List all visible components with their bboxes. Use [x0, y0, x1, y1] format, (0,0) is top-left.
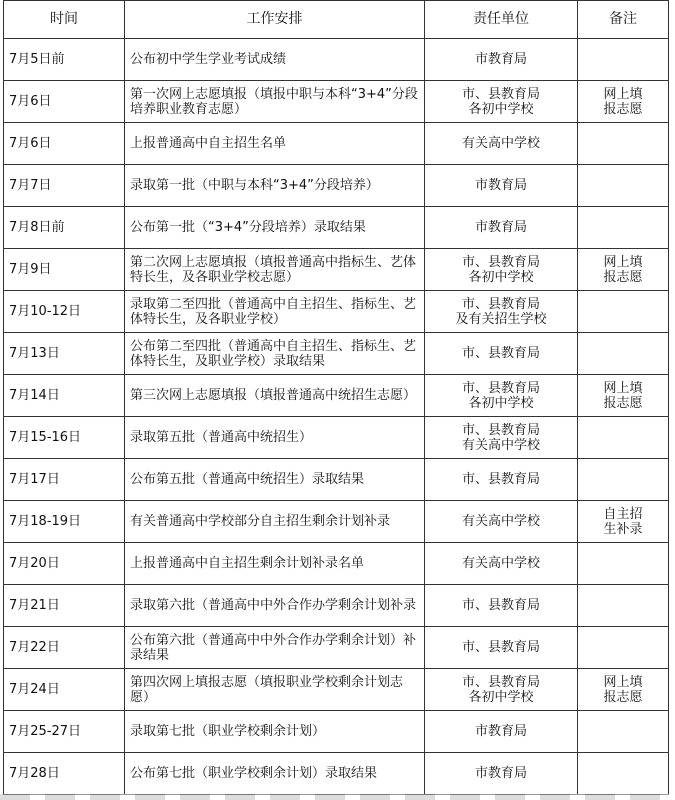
- cell-note: 网上填 报志愿: [578, 249, 669, 291]
- table-row: [4, 711, 669, 753]
- table-row: [4, 627, 669, 669]
- cell-note: [578, 207, 669, 249]
- table-row: [4, 417, 669, 459]
- table-row: [4, 207, 669, 249]
- table-row: [4, 291, 669, 333]
- cell-note: [578, 543, 669, 585]
- cell-unit: 市教育局: [425, 207, 578, 249]
- cell-task: 第二次网上志愿填报（填报普通高中指标生、艺体特长生，及各职业学校志愿）: [125, 249, 425, 291]
- cell-unit: 市、县教育局: [425, 333, 578, 375]
- cell-note: [578, 417, 669, 459]
- table-row: [4, 165, 669, 207]
- cell-time: 7月8日前: [4, 207, 125, 249]
- cell-task: 公布初中学生学业考试成绩: [125, 39, 425, 81]
- header-unit: 责任单位: [425, 1, 578, 39]
- cell-unit: 市、县教育局 及有关招生学校: [425, 291, 578, 333]
- cell-task: 公布第六批（普通高中中外合作办学剩余计划）补录结果: [125, 627, 425, 669]
- cell-note: [578, 333, 669, 375]
- cell-time: 7月18-19日: [4, 501, 125, 543]
- cell-note: [578, 753, 669, 795]
- table-row: [4, 39, 669, 81]
- cell-unit: 市教育局: [425, 753, 578, 795]
- table-row: [4, 123, 669, 165]
- cell-unit: 市、县教育局 有关高中学校: [425, 417, 578, 459]
- header-task: 工作安排: [125, 1, 425, 39]
- cut-off-footer-line: [0, 794, 675, 800]
- cell-time: 7月9日: [4, 249, 125, 291]
- cell-time: 7月10-12日: [4, 291, 125, 333]
- table-row: [4, 249, 669, 291]
- cell-unit: 市、县教育局 各初中学校: [425, 81, 578, 123]
- header-row: [4, 1, 669, 39]
- cell-time: 7月6日: [4, 123, 125, 165]
- cell-task: 公布第五批（普通高中统招生）录取结果: [125, 459, 425, 501]
- table-row: [4, 753, 669, 795]
- cell-task: 第一次网上志愿填报（填报中职与本科“3+4”分段培养职业教育志愿）: [125, 81, 425, 123]
- cell-unit: 市教育局: [425, 39, 578, 81]
- cell-task: 公布第一批（“3+4”分段培养）录取结果: [125, 207, 425, 249]
- cell-unit: 市、县教育局 各初中学校: [425, 375, 578, 417]
- cell-time: 7月13日: [4, 333, 125, 375]
- cell-note: 自主招 生补录: [578, 501, 669, 543]
- cell-time: 7月25-27日: [4, 711, 125, 753]
- cell-task: 第三次网上志愿填报（填报普通高中统招生志愿）: [125, 375, 425, 417]
- cell-note: [578, 711, 669, 753]
- cell-unit: 市、县教育局: [425, 585, 578, 627]
- table-row: [4, 333, 669, 375]
- table-row: [4, 543, 669, 585]
- table-row: [4, 501, 669, 543]
- table-row: [4, 669, 669, 711]
- schedule-table: [3, 0, 669, 795]
- cell-time: 7月28日: [4, 753, 125, 795]
- cell-task: 录取第一批（中职与本科“3+4”分段培养）: [125, 165, 425, 207]
- cell-unit: 市、县教育局: [425, 459, 578, 501]
- header-note: 备注: [578, 1, 669, 39]
- cell-time: 7月21日: [4, 585, 125, 627]
- cell-time: 7月15-16日: [4, 417, 125, 459]
- cell-note: [578, 459, 669, 501]
- cell-task: 公布第七批（职业学校剩余计划）录取结果: [125, 753, 425, 795]
- table-row: [4, 585, 669, 627]
- cell-time: 7月7日: [4, 165, 125, 207]
- cell-unit: 市、县教育局 各初中学校: [425, 249, 578, 291]
- cell-task: 第四次网上填报志愿（填报职业学校剩余计划志愿）: [125, 669, 425, 711]
- cell-task: 录取第七批（职业学校剩余计划）: [125, 711, 425, 753]
- cell-note: [578, 165, 669, 207]
- cell-unit: 市教育局: [425, 165, 578, 207]
- header-time: 时间: [4, 1, 125, 39]
- cell-task: 有关普通高中学校部分自主招生剩余计划补录: [125, 501, 425, 543]
- cell-note: [578, 291, 669, 333]
- cell-time: 7月14日: [4, 375, 125, 417]
- cell-time: 7月5日前: [4, 39, 125, 81]
- cell-note: 网上填 报志愿: [578, 375, 669, 417]
- table-row: [4, 459, 669, 501]
- cell-time: 7月20日: [4, 543, 125, 585]
- cell-task: 上报普通高中自主招生剩余计划补录名单: [125, 543, 425, 585]
- cell-unit: 有关高中学校: [425, 543, 578, 585]
- cell-task: 公布第二至四批（普通高中自主招生、指标生、艺体特长生，及职业学校）录取结果: [125, 333, 425, 375]
- cell-unit: 市、县教育局: [425, 627, 578, 669]
- cell-time: 7月22日: [4, 627, 125, 669]
- cell-time: 7月17日: [4, 459, 125, 501]
- cell-task: 录取第五批（普通高中统招生）: [125, 417, 425, 459]
- cell-note: [578, 627, 669, 669]
- cell-note: 网上填 报志愿: [578, 81, 669, 123]
- cell-task: 上报普通高中自主招生名单: [125, 123, 425, 165]
- cell-unit: 有关高中学校: [425, 501, 578, 543]
- cell-note: [578, 123, 669, 165]
- table-row: [4, 375, 669, 417]
- cell-note: 网上填 报志愿: [578, 669, 669, 711]
- cell-task: 录取第六批（普通高中中外合作办学剩余计划补录: [125, 585, 425, 627]
- cell-note: [578, 585, 669, 627]
- cell-time: 7月6日: [4, 81, 125, 123]
- cell-note: [578, 39, 669, 81]
- cell-time: 7月24日: [4, 669, 125, 711]
- table-row: [4, 81, 669, 123]
- cell-unit: 有关高中学校: [425, 123, 578, 165]
- cell-unit: 市教育局: [425, 711, 578, 753]
- cell-task: 录取第二至四批（普通高中自主招生、指标生、艺体特长生，及各职业学校）: [125, 291, 425, 333]
- cell-unit: 市、县教育局 各初中学校: [425, 669, 578, 711]
